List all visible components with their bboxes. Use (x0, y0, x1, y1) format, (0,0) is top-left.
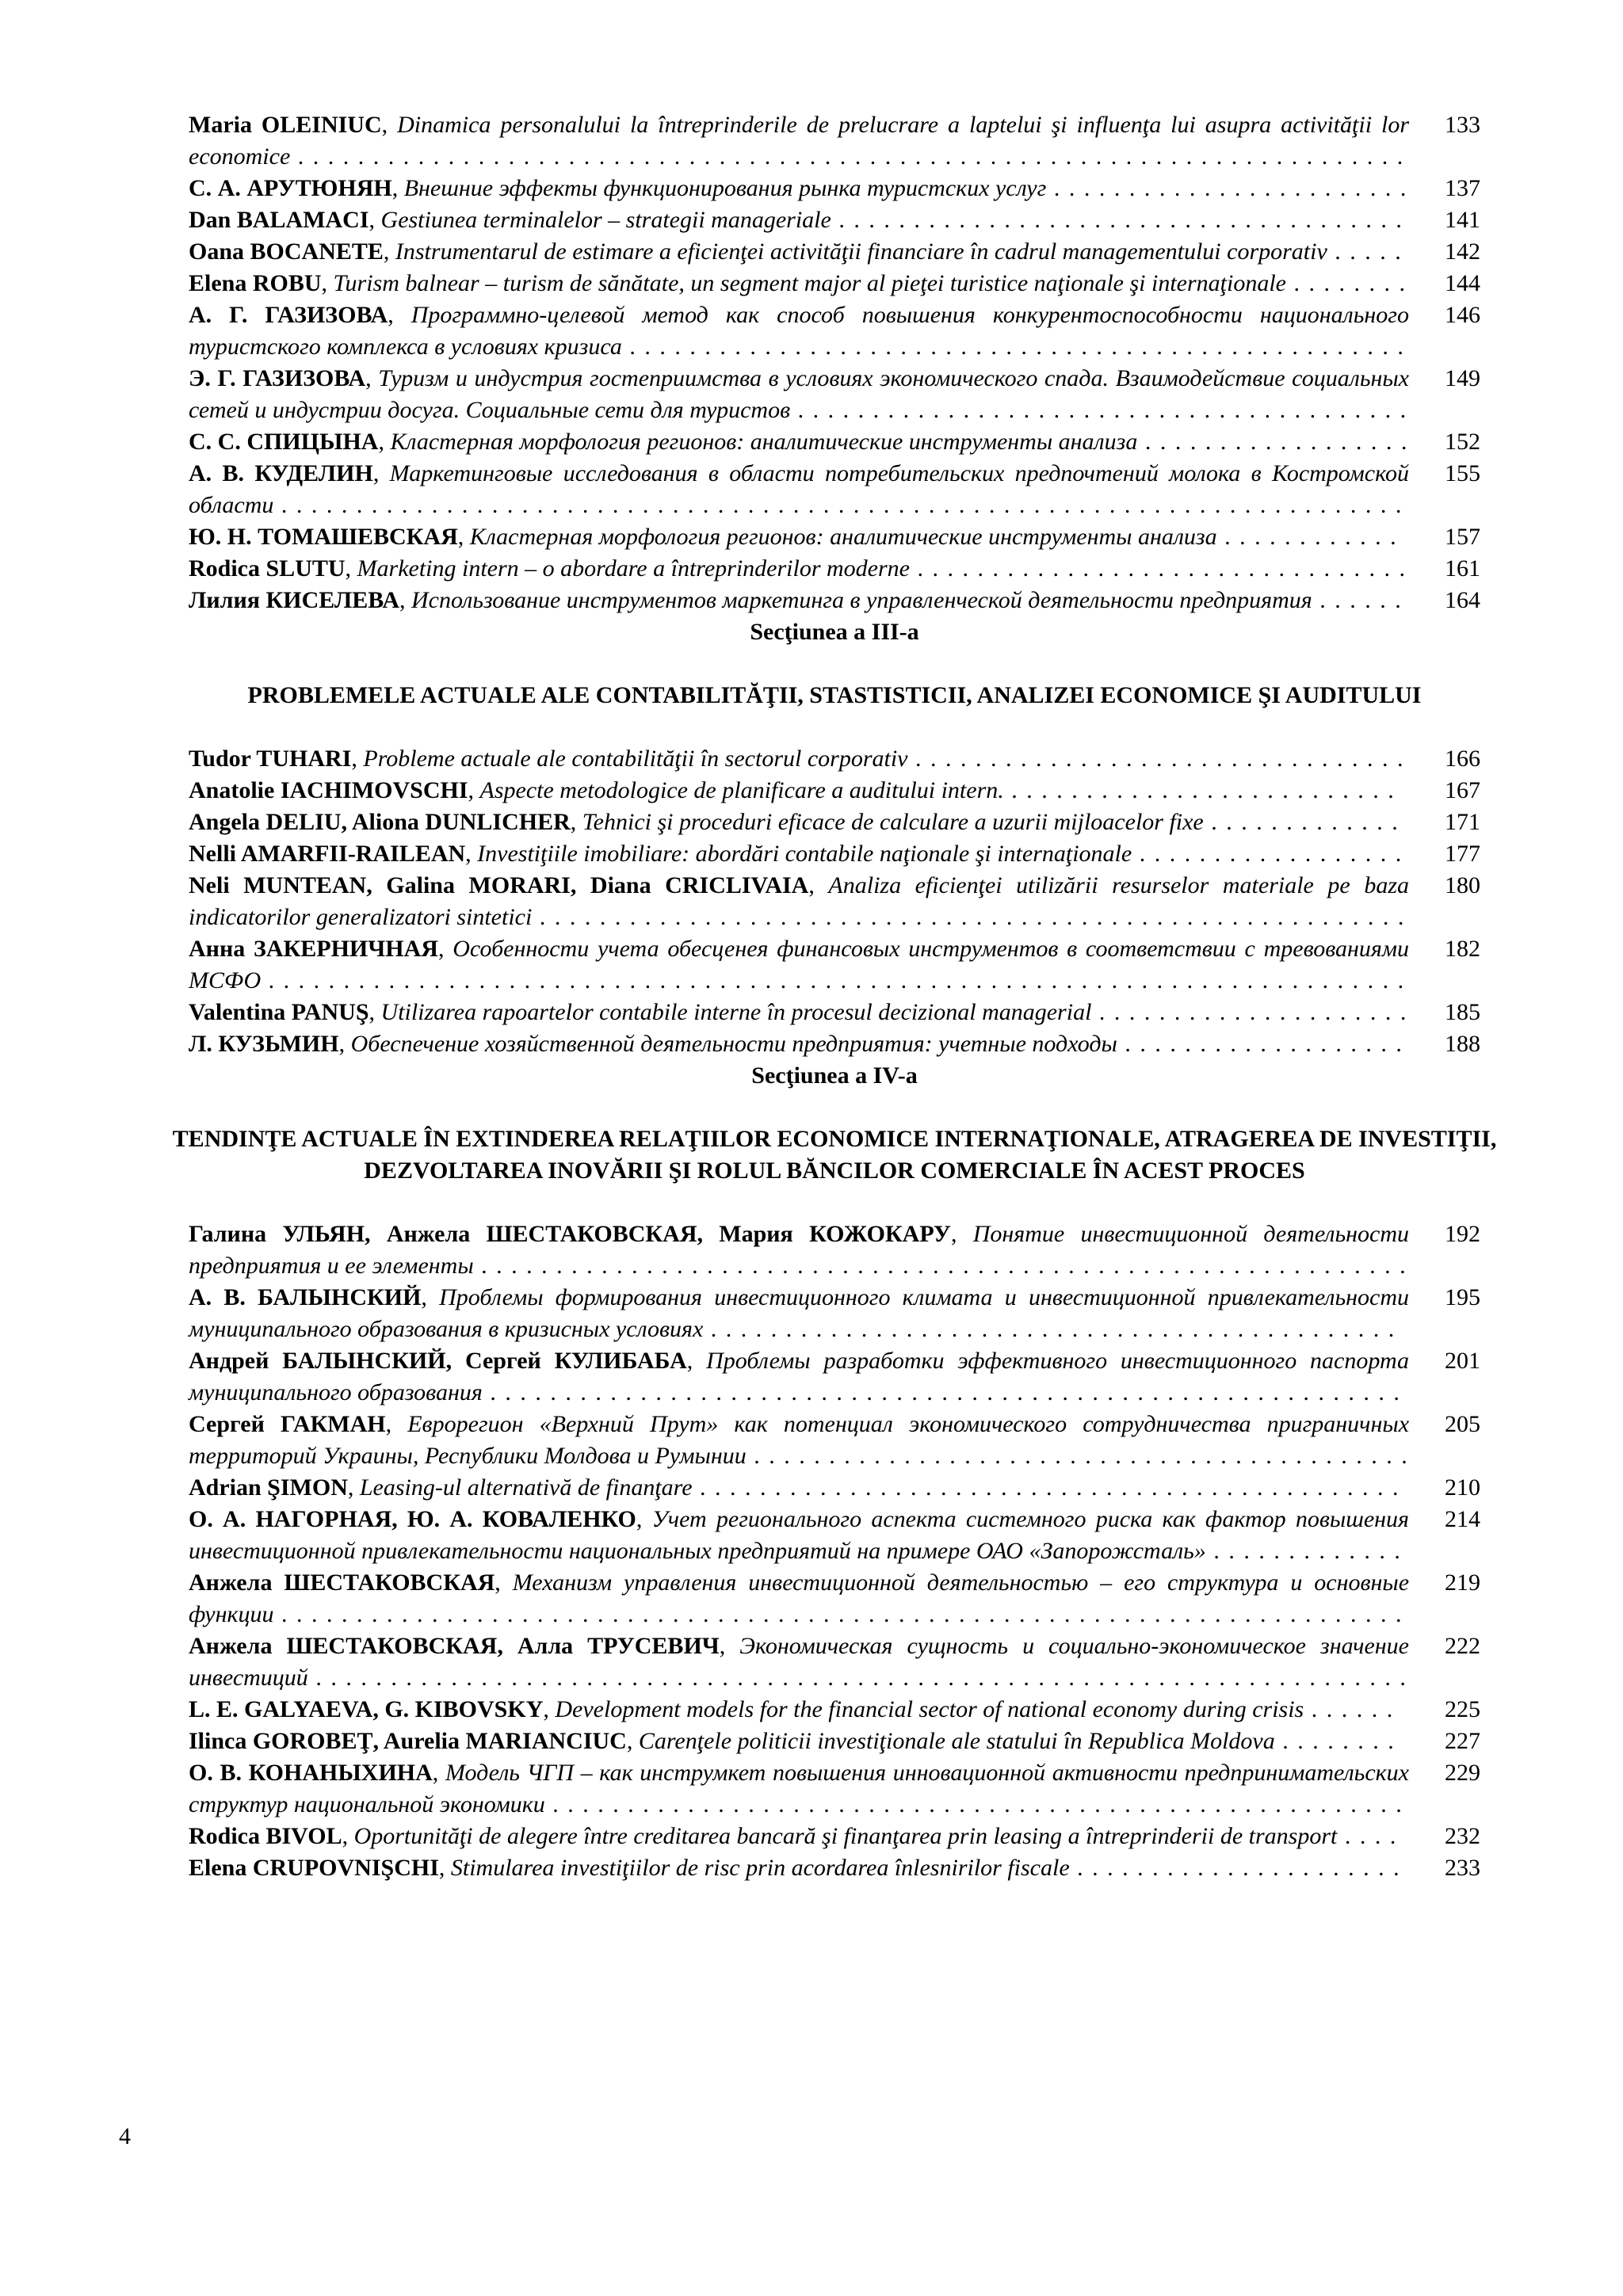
toc-author: Dan BALAMACI (189, 207, 369, 233)
toc-author: Elena ROBU (189, 270, 322, 296)
toc-title: Понятие инвестиционной деятельности предприятия и ее элементы (189, 1221, 1410, 1279)
toc-entry-text: Adrian ŞIMON, Leasing-ul alternativă de finanţare . . . . . . . . . . . . . . . . . . . . . . . . . . . . . . . . . . . . . . . . . . . . . . . (189, 1474, 1400, 1501)
toc-entry-text: Анна ЗАКЕРНИЧНАЯ, Особенности учета обесценея финансовых инструментов в соответствии с тревованиями МСФО . . . . . . . . . . . . . . . . . . . . . . . . . . . . . . . . . . . . . . . . . . . . . . . . . . . . . . . . . . . . . . . . . . . . . . . . . . . . (189, 936, 1410, 994)
toc-page-number: 180 (1445, 872, 1480, 898)
toc-page-number: 205 (1445, 1411, 1480, 1437)
toc-page-number: 214 (1445, 1506, 1480, 1532)
toc-title: Marketing intern – o abordare a întreprinderilor moderne (357, 555, 910, 582)
toc-entry (189, 1694, 1480, 1726)
toc-entry-text: Oana BOCANETE, Instrumentarul de estimare a eficienţei activităţii financiare în cadrul managementului corporativ . . . . . (189, 238, 1403, 265)
toc-page-number: 133 (1445, 112, 1480, 138)
leader-dots: . . . . . . . . . . . . . . . . . . . . . . . . . . . . . . . . . . . . . . . . . . . . (746, 1443, 1409, 1469)
toc-page-number: 149 (1445, 365, 1480, 391)
leader-dots: . . . . . . . . . . . . . (1203, 809, 1400, 835)
toc-entry (189, 1504, 1480, 1567)
toc-entry (189, 1757, 1480, 1821)
toc-author: С. С. СПИЦЫНА (189, 429, 379, 455)
toc-entry (189, 838, 1480, 870)
toc-author: Галина УЛЬЯН, Анжела ШЕСТАКОВСКАЯ, Мария КОЖОКАРУ (189, 1221, 951, 1247)
toc-author: Anatolie IACHIMOVSCHI (189, 777, 468, 803)
toc-entry (189, 458, 1480, 521)
toc-page-number: 233 (1445, 1855, 1480, 1881)
leader-dots: . . . . . . . . . . . . . . . . . . . . . . . . . . . . . . . . . . . . . . . . . . . . . . . . . . . . . . . . . . . . . . . . . . . . . . . . . . . (273, 492, 1403, 518)
leader-dots: . . . . . . . . . . . . . . . . . . . . . . . . . . . . . . . . . . . . . . . . . . . . . . . . . . . . . . . . . . . . . . (473, 1253, 1407, 1279)
toc-entry (189, 997, 1480, 1028)
toc-author: Tudor TUHARI (189, 746, 352, 772)
leader-dots: . . . . . . . . . . . . . . . . . . . . . . . . . . . . . . . . . (907, 746, 1405, 772)
leader-dots: . . . . . . . . . . . . . . . . . . . . . . . . . . (1003, 777, 1396, 803)
toc-entry-text: L. E. GALYAEVA, G. KIBOVSKY, Development models for the financial sector of national economy during crisis . . . . . . (189, 1696, 1395, 1722)
toc-title: Экономическая сущность и социально-экономическое значение инвестиций (189, 1633, 1409, 1691)
leader-dots: . . . . . . . . . . . . . . . . . . . . . . . . (1046, 175, 1408, 201)
toc-entry-text: А. В. КУДЕЛИН, Маркетинговые исследования в области потребительских предпочтений молока в Костромской области . . . . . . . . . . . . . . . . . . . . . . . . . . . . . . . . . . . . . . . . . . . . . . . . . . . . . . . . . . . . . . . . . . . . . . . . . . . (189, 460, 1410, 518)
toc-entry-text: А. Г. ГАЗИЗОВА, Программно-целевой метод как способ повышения конкурентоспособности национального туристского комплекса в условиях кризиса . . . . . . . . . . . . . . . . . . . . . . . . . . . . . . . . . . . . . . . . . . . . . . . . . . . . (189, 302, 1409, 360)
table-of-contents (172, 109, 1497, 1884)
toc-entry-text: А. В. БАЛЫНСКИЙ, Проблемы формирования инвестиционного климата и инвестиционной привлекательности муниципального образования в кризисных условиях . . . . . . . . . . . . . . . . . . . . . . . . . . . . . . . . . . . . . . . . . . . . . . (189, 1284, 1410, 1342)
toc-page-number: 166 (1445, 746, 1480, 772)
toc-title: Туризм и индустрия гостеприимства в условиях экономического спада. Взаимодействие социальных сетей и индустрии досуга. Социальные сети для туристов (189, 365, 1409, 423)
toc-entry (189, 363, 1480, 426)
toc-title: Модель ЧГП – как инструмкет повышения инновационной активности предпринимательских структур национальной экономики (189, 1760, 1409, 1817)
toc-entry-text: С. С. СПИЦЫНА, Кластерная морфология регионов: аналитические инструменты анализа . . . . . . . . . . . . . . . . . . (189, 429, 1409, 455)
toc-entry-text: Э. Г. ГАЗИЗОВА, Туризм и индустрия гостеприимства в условиях экономического спада. Взаимодействие социальных сетей и индустрии досуга. Социальные сети для туристов . . . . . . . . . . . . . . . . . . . . . . . . . . . . . . . . . . . . . . . . . (189, 365, 1409, 423)
toc-title: Внешние эффекты функционирования рынка туристских услуг (403, 175, 1047, 201)
section-title: TENDINŢE ACTUALE ÎN EXTINDEREA RELAŢIILOR ECONOMICE INTERNAŢIONALE, ATRAGEREA DE INVESTIŢII, DEZVOLTAREA INOVĂRII ŞI ROLUL BĂNCILOR COMERCIALE ÎN ACEST PROCES (172, 1126, 1497, 1184)
toc-entry-text: Nelli AMARFII-RAILEAN, Investiţiile imobiliare: abordări contabile naţionale şi internaţionale . . . . . . . . . . . . . . . . . . (189, 841, 1403, 867)
toc-author: Angela DELIU, Aliona DUNLICHER (189, 809, 571, 835)
toc-page-number: 192 (1445, 1221, 1480, 1247)
toc-author: Л. КУЗЬМИН (189, 1031, 339, 1057)
toc-entry-text: Rodica BIVOL, Oportunităţi de alegere între creditarea bancară şi finanţarea prin leasing a întreprinderii de transport . . . . (189, 1823, 1398, 1849)
toc-author: Анжела ШЕСТАКОВСКАЯ (189, 1569, 495, 1596)
toc-author: Oana BOCANETE (189, 238, 384, 265)
toc-page-number: 222 (1445, 1633, 1480, 1659)
toc-title: Gestiunea terminalelor – strategii manageriale (380, 207, 831, 233)
toc-entry (189, 870, 1480, 933)
toc-title: Probleme actuale ale contabilităţii în sectorul corporativ (363, 746, 908, 772)
leader-dots: . . . . . . . . . . . . . . . . . . . . . . . . . . . . . . . . . . . . . . . . . . . . . . . . . . . . . . . . . . . . . . . . . . . . . . . . . . (290, 143, 1405, 170)
toc-page-number: 177 (1445, 841, 1480, 867)
toc-entry (189, 775, 1480, 807)
toc-entry (189, 807, 1480, 838)
toc-entry (189, 268, 1480, 299)
toc-title: Analiza eficienţei utilizării resurselor materiale pe baza indicatorilor generalizatori sintetici (189, 872, 1409, 930)
toc-entry (189, 1409, 1480, 1472)
toc-page-number: 225 (1445, 1696, 1480, 1722)
toc-title: Utilizarea rapoartelor contabile interne în procesul decizional managerial (380, 999, 1092, 1025)
toc-entry-text: Neli MUNTEAN, Galina MORARI, Diana CRICLIVAIA, Analiza eficienţei utilizării resurselor materiale pe baza indicatorilor generalizatori sintetici . . . . . . . . . . . . . . . . . . . . . . . . . . . . . . . . . . . . . . . . . . . . . . . . . . . . . . . . . . (189, 872, 1409, 930)
toc-title: Маркетинговые исследования в области потребительских предпочтений молока в Костромской области (189, 460, 1410, 518)
toc-entry (189, 1219, 1480, 1282)
toc-author: Ilinca GOROBEŢ, Aurelia MARIANCIUC (189, 1728, 627, 1754)
toc-entry (189, 743, 1480, 775)
toc-entry-text: Anatolie IACHIMOVSCHI, Aspecte metodologice de planificare a auditului intern. . . . . . . . . . . . . . . . . . . . . . . . . . . (189, 777, 1396, 803)
toc-entry (189, 1345, 1480, 1409)
toc-entry-text: Dan BALAMACI, Gestiunea terminalelor – strategii manageriale . . . . . . . . . . . . . . . . . . . . . . . . . . . . . . . . . . . . . . (189, 207, 1403, 233)
toc-entry-text: О. А. НАГОРНАЯ, Ю. А. КОВАЛЕНКО, Учет регионального аспекта системного риска как фактор повышения инвестиционной привлекательности национальных предприятий на примере ОАО «Запорожсталь» . . . . . . . . . . . . . (189, 1506, 1410, 1564)
toc-title: Oportunităţi de alegere între creditarea bancară şi finanţarea prin leasing a întreprinderii de transport (353, 1823, 1338, 1849)
toc-entry (189, 933, 1480, 997)
toc-author: Rodica BIVOL (189, 1823, 342, 1849)
toc-entry (189, 1282, 1480, 1345)
section-label: Secţiunea a III-a (750, 619, 919, 645)
toc-entry (189, 585, 1480, 616)
toc-title: Investiţiile imobiliare: abordări contabile naţionale şi internaţionale (477, 841, 1132, 867)
leader-dots: . . . . . . . . . . . . . . . . . . . . . . . . . . . . . . . . . . . . . . . . . . . . . . . (692, 1474, 1400, 1501)
section-label: Secţiunea a IV-a (751, 1062, 918, 1089)
toc-entry-text: Rodica SLUTU, Marketing intern – o abordare a întreprinderilor moderne . . . . . . . . . . . . . . . . . . . . . . . . . . . . . . . . . (189, 555, 1407, 582)
leader-dots: . . . . . . . . . . . . . . . . . . . . . . . . . . . . . . . . . . . . . . . . . . . . . . . . . . . . . . . . . . . . . . . . . . . . . . . . . . . (273, 1601, 1403, 1627)
toc-page-number: 219 (1445, 1569, 1480, 1596)
toc-entry-text: О. В. КОНАНЫХИНА, Модель ЧГП – как инструмкет повышения инновационной активности предпринимательских структур национальной экономики . . . . . . . . . . . . . . . . . . . . . . . . . . . . . . . . . . . . . . . . . . . . . . . . . . . . . . . . . (189, 1760, 1409, 1817)
toc-title: Instrumentarul de estimare a eficienţei activităţii financiare în cadrul managementului corporativ (395, 238, 1327, 265)
toc-page-number: 144 (1445, 270, 1480, 296)
toc-author: Neli MUNTEAN, Galina MORARI, Diana CRICLIVAIA (189, 872, 809, 898)
leader-dots: . . . . . . . . . . . . . . . . . . . . . . . . . . . . . . . . . . . . . . . . . . . . . . . . . . . . (621, 334, 1405, 360)
toc-page-number: 137 (1445, 175, 1480, 201)
toc-author: Лилия КИСЕЛЕВА (189, 587, 400, 613)
toc-title: Carenţele politicii investiţionale ale statului în Republica Moldova (638, 1728, 1275, 1754)
toc-title: Использование инструментов маркетинга в управленческой деятельности предприятия (411, 587, 1312, 613)
toc-title: Механизм управления инвестиционной деятельностью – его структура и основные функции (189, 1569, 1410, 1627)
toc-author: Анжела ШЕСТАКОВСКАЯ, Алла ТРУСЕВИЧ (189, 1633, 720, 1659)
toc-entry (189, 173, 1480, 204)
toc-entry-text: Галина УЛЬЯН, Анжела ШЕСТАКОВСКАЯ, Мария КОЖОКАРУ, Понятие инвестиционной деятельности предприятия и ее элементы . . . . . . . . . . . . . . . . . . . . . . . . . . . . . . . . . . . . . . . . . . . . . . . . . . . . . . . . . . . . . . (189, 1221, 1410, 1279)
leader-dots: . . . . . . . . . . . . . . . . . . . . . . . . . . . . . . . . . . . . . . . . . . . . . . . . . . . . . . . . . (544, 1791, 1403, 1817)
toc-entry (189, 426, 1480, 458)
leader-dots: . . . . . . . . (1274, 1728, 1396, 1754)
toc-title: Кластерная морфология регионов: аналитические инструменты анализа (390, 429, 1138, 455)
toc-author: Андрей БАЛЫНСКИЙ, Сергей КУЛИБАБА (189, 1348, 687, 1374)
toc-entry-text: Анжела ШЕСТАКОВСКАЯ, Механизм управления инвестиционной деятельностью – его структура и основные функции . . . . . . . . . . . . . . . . . . . . . . . . . . . . . . . . . . . . . . . . . . . . . . . . . . . . . . . . . . . . . . . . . . . . . . . . . . . (189, 1569, 1410, 1627)
toc-author: Adrian ŞIMON (189, 1474, 348, 1501)
toc-author: Сергей ГАКМАН (189, 1411, 386, 1437)
toc-entry (189, 553, 1480, 585)
toc-entry (189, 1028, 1480, 1060)
toc-page-number: 164 (1445, 587, 1480, 613)
toc-page-number: 171 (1445, 809, 1480, 835)
toc-author: А. В. КУДЕЛИН (189, 460, 373, 486)
toc-author: Э. Г. ГАЗИЗОВА (189, 365, 366, 391)
toc-title: Dinamica personalului la întreprinderile de prelucrare a laptelui şi influenţa lui asupra activităţii lor economice (189, 112, 1410, 170)
toc-title: Development models for the financial sector of national economy during crisis (555, 1696, 1304, 1722)
toc-page-number: 167 (1445, 777, 1480, 803)
toc-page-number: 141 (1445, 207, 1480, 233)
toc-title: Turism balnear – turism de sănătate, un segment major al pieţei turistice naţionale şi internaţionale (333, 270, 1286, 296)
toc-author: Ю. Н. ТОМАШЕВСКАЯ (189, 524, 458, 550)
toc-page-number: 201 (1445, 1348, 1480, 1374)
toc-title: Кластерная морфология регионов: аналитические инструменты анализа (469, 524, 1217, 550)
toc-page-number: 227 (1445, 1728, 1480, 1754)
toc-title: Особенности учета обесценея финансовых инструментов в соответствии с тревованиями МСФО (189, 936, 1410, 994)
leader-dots: . . . . . (1327, 238, 1403, 265)
toc-author: О. А. НАГОРНАЯ, Ю. А. КОВАЛЕНКО (189, 1506, 636, 1532)
toc-author: L. E. GALYAEVA, G. KIBOVSKY (189, 1696, 544, 1722)
toc-title: Проблемы формирования инвестиционного климата и инвестиционной привлекательности муниципального образования в кризисных условиях (189, 1284, 1410, 1342)
toc-title: Проблемы разработки эффективного инвестиционного паспорта муниципального образования (189, 1348, 1410, 1405)
toc-page-number: 182 (1445, 936, 1480, 962)
toc-page-number: 142 (1445, 238, 1480, 265)
toc-entry-text: Андрей БАЛЫНСКИЙ, Сергей КУЛИБАБА, Проблемы разработки эффективного инвестиционного паспорта муниципального образования . . . . . . . . . . . . . . . . . . . . . . . . . . . . . . . . . . . . . . . . . . . . . . . . . . . . . . . . . . . . . (189, 1348, 1410, 1405)
toc-entry-text: Сергей ГАКМАН, Еврорегион «Верхний Прут» как потенциал экономического сотрудничества приграничных территорий Украины, Республики Молдова и Румынии . . . . . . . . . . . . . . . . . . . . . . . . . . . . . . . . . . . . . . . . . . . . (189, 1411, 1410, 1469)
toc-entry (189, 1821, 1480, 1852)
toc-entry-text: Лилия КИСЕЛЕВА, Использование инструментов маркетинга в управленческой деятельности предприятия . . . . . . (189, 587, 1403, 613)
toc-entry-text: Ilinca GOROBEŢ, Aurelia MARIANCIUC, Carenţele politicii investiţionale ale statului în Republica Moldova . . . . . . . . (189, 1728, 1396, 1754)
leader-dots: . . . . . . . . . . . . . . . . . . . . . . . . . . . . . . . . . . . . . . . . . (790, 397, 1408, 423)
toc-entry-text: С. А. АРУТЮНЯН, Внешние эффекты функционирования рынка туристских услуг . . . . . . . . . . . . . . . . . . . . . . . . (189, 175, 1408, 201)
toc-entry-text: Ю. Н. ТОМАШЕВСКАЯ, Кластерная морфология регионов: аналитические инструменты анализа . . . . . . . . . . . . (189, 524, 1398, 550)
toc-entry-text: Elena ROBU, Turism balnear – turism de sănătate, un segment major al pieţei turistice naţionale şi internaţionale . . . . . . . . (189, 270, 1407, 296)
toc-entry (189, 1472, 1480, 1504)
toc-page-number: 146 (1445, 302, 1480, 328)
leader-dots: . . . . . . . . . . . . . . . . . . . . . . . . . . . . . . . . . . . . . . . . . . . . . . . . . . . . . . . . . . . . . . . . . . . . . . . . . . . . (261, 967, 1406, 994)
toc-page-number: 195 (1445, 1284, 1480, 1310)
toc-entry (189, 204, 1480, 236)
toc-entry-text: Elena CRUPOVNIŞCHI, Stimularea investiţiilor de risc prin acordarea înlesnirilor fiscale . . . . . . . . . . . . . . . . . . . . . . (189, 1855, 1401, 1881)
toc-author: Valentina PANUŞ (189, 999, 369, 1025)
toc-title: Еврорегион «Верхний Прут» как потенциал экономического сотрудничества приграничных территорий Украины, Республики Молдова и Румынии (189, 1411, 1410, 1469)
toc-entry (189, 1726, 1480, 1757)
toc-author: Анна ЗАКЕРНИЧНАЯ (189, 936, 438, 962)
toc-entry (189, 236, 1480, 268)
toc-page-number: 157 (1445, 524, 1480, 550)
toc-author: С. А. АРУТЮНЯН (189, 175, 392, 201)
toc-entry (189, 299, 1480, 363)
toc-author: Maria OLEINIUC (189, 112, 382, 138)
section-title: PROBLEMELE ACTUALE ALE CONTABILITĂŢII, STASTISTICII, ANALIZEI ECONOMICE ŞI AUDITULUI (247, 682, 1422, 708)
page-number: 4 (119, 2123, 131, 2149)
leader-dots: . . . . . . . . . . . . . . . . . . . . . . . . . . . . . . . . . . . . . . . . . . . . . . (703, 1316, 1396, 1342)
toc-page-number: 155 (1445, 460, 1480, 486)
leader-dots: . . . . (1337, 1823, 1398, 1849)
leader-dots: . . . . . . . . . . . . (1216, 524, 1398, 550)
toc-title: Aspecte metodologice de planificare a auditului intern. (479, 777, 1004, 803)
toc-author: Rodica SLUTU (189, 555, 346, 582)
toc-entry-text: Анжела ШЕСТАКОВСКАЯ, Алла ТРУСЕВИЧ, Экономическая сущность и социально-экономическое значение инвестиций . . . . . . . . . . . . . . . . . . . . . . . . . . . . . . . . . . . . . . . . . . . . . . . . . . . . . . . . . . . . . . . . . . . . . . . . . (189, 1633, 1409, 1691)
leader-dots: . . . . . . . . (1285, 270, 1407, 296)
toc-author: Elena CRUPOVNIŞCHI (189, 1855, 439, 1881)
toc-page-number: 210 (1445, 1474, 1480, 1501)
toc-entry (189, 1567, 1480, 1630)
leader-dots: . . . . . . . . . . . . . . . . . . . . . (1091, 999, 1408, 1025)
toc-entry-text: Tudor TUHARI, Probleme actuale ale contabilităţii în sectorul corporativ . . . . . . . . . . . . . . . . . . . . . . . . . . . . . . . . . (189, 746, 1405, 772)
leader-dots: . . . . . . . . . . . . . . . . . . . . . . . . . . . . . . . . . (909, 555, 1407, 582)
toc-entry (189, 109, 1480, 173)
leader-dots: . . . . . . . . . . . . . . . . . . . (1117, 1031, 1403, 1057)
toc-title: Leasing-ul alternativă de finanţare (359, 1474, 693, 1501)
toc-page-number: 161 (1445, 555, 1480, 582)
toc-entry (189, 1852, 1480, 1884)
toc-title: Обеспечение хозяйственной деятельности предприятия: учетные подходы (350, 1031, 1117, 1057)
toc-page-number: 185 (1445, 999, 1480, 1025)
leader-dots: . . . . . . . . . . . . . . . . . . (1132, 841, 1403, 867)
toc-title: Stimularea investiţiilor de risc prin acordarea înlesnirilor fiscale (450, 1855, 1070, 1881)
toc-author: А. В. БАЛЫНСКИЙ (189, 1284, 422, 1310)
leader-dots: . . . . . . . . . . . . . . . . . . . . . . . . . . . . . . . . . . . . . . . . . . . . . . . . . . . . . . . . . . . . . . . . . . . . . . . . . (307, 1665, 1407, 1691)
leader-dots: . . . . . . . . . . . . . . . . . . . . . . . . . . . . . . . . . . . . . . . . . . . . . . . . . . . . . . . . . . (532, 904, 1406, 930)
toc-page-number: 188 (1445, 1031, 1480, 1057)
toc-page-number: 152 (1445, 429, 1480, 455)
leader-dots: . . . . . . . . . . . . . . . . . . . . . . (1069, 1855, 1401, 1881)
leader-dots: . . . . . . . . . . . . . . . . . . . . . . . . . . . . . . . . . . . . . . (831, 207, 1403, 233)
leader-dots: . . . . . . . . . . . . . . . . . . (1137, 429, 1409, 455)
leader-dots: . . . . . . . . . . . . . (1205, 1538, 1402, 1564)
toc-entry (189, 521, 1480, 553)
leader-dots: . . . . . . (1304, 1696, 1395, 1722)
toc-title: Tehnici şi proceduri eficace de calculare a uzurii mijloacelor fixe (582, 809, 1204, 835)
toc-page-number: 229 (1445, 1760, 1480, 1786)
toc-entry (189, 1630, 1480, 1694)
leader-dots: . . . . . . . . . . . . . . . . . . . . . . . . . . . . . . . . . . . . . . . . . . . . . . . . . . . . . . . . . . . . . (482, 1379, 1401, 1405)
toc-title: Учет регионального аспекта системного риска как фактор повышения инвестиционной привлекательности национальных предприятий на примере ОАО «Запорожсталь» (189, 1506, 1410, 1564)
toc-author: А. Г. ГАЗИЗОВА (189, 302, 388, 328)
leader-dots: . . . . . . (1312, 587, 1403, 613)
toc-title: Программно-целевой метод как способ повышения конкурентоспособности национального туристского комплекса в условиях кризиса (189, 302, 1409, 360)
toc-author: О. В. КОНАНЫХИНА (189, 1760, 433, 1786)
toc-entry-text: Л. КУЗЬМИН, Обеспечение хозяйственной деятельности предприятия: учетные подходы . . . . . . . . . . . . . . . . . . . (189, 1031, 1403, 1057)
toc-page-number: 232 (1445, 1823, 1480, 1849)
toc-entry-text: Maria OLEINIUC, Dinamica personalului la întreprinderile de prelucrare a laptelui şi influenţa lui asupra activităţii lor economice . . . . . . . . . . . . . . . . . . . . . . . . . . . . . . . . . . . . . . . . . . . . . . . . . . . . . . . . . . . . . . . . . . . . . . . . . . (189, 112, 1410, 170)
toc-author: Nelli AMARFII-RAILEAN (189, 841, 466, 867)
toc-entry-text: Valentina PANUŞ, Utilizarea rapoartelor contabile interne în procesul decizional managerial . . . . . . . . . . . . . . . . . . . . . (189, 999, 1408, 1025)
toc-entry-text: Angela DELIU, Aliona DUNLICHER, Tehnici şi proceduri eficace de calculare a uzurii mijloacelor fixe . . . . . . . . . . . . . (189, 809, 1400, 835)
